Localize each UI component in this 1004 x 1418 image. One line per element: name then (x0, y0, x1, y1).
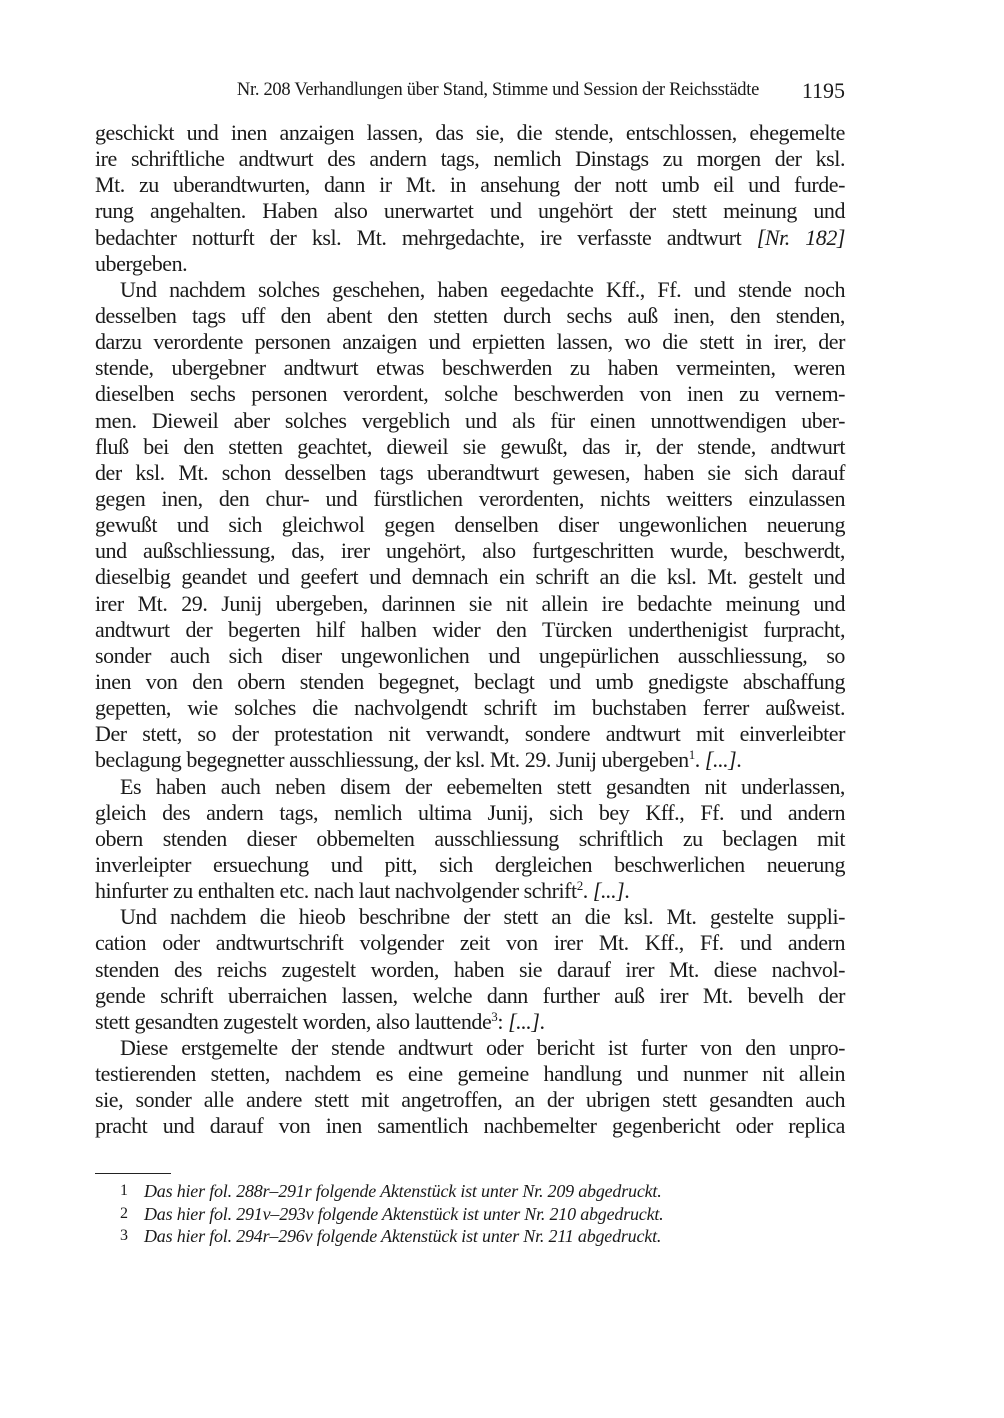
text-line (95, 460, 845, 486)
text-line (95, 198, 845, 224)
footnote-separator (95, 1173, 171, 1174)
text-line (95, 1061, 845, 1087)
line-text: ubergeben. (95, 250, 188, 276)
text-line (95, 930, 845, 956)
text-line (95, 251, 845, 277)
punctuation: . (694, 747, 705, 773)
line-text: andtwurt der begerten hilf halben wider den Türcken underthenigist furpracht, (95, 616, 845, 642)
text-line (95, 381, 845, 407)
line-text: der ksl. Mt. schon desselben tags uberandtwurt gewesen, haben sie sich darauf (95, 459, 845, 485)
line-text: desselben tags uff den abent den stetten durch sechs auß inen, den stenden, (95, 302, 845, 328)
line-text: dieselbig geandet und geefert und demnach ein schrift an die ksl. Mt. gestelt und (95, 564, 845, 590)
line-text: obern stenden dieser obbemelten ausschliessung schriftlich zu beclagen mit (95, 825, 845, 851)
footnote-reference[interactable]: 1 (688, 747, 695, 763)
line-text: sonder auch sich diser ungewonlichen und ungepürlichen ausschliessung, so (95, 642, 845, 668)
line-text: gleich des andern tags, nemlich ultima Junij, sich bey Kff., Ff. und andern (95, 799, 845, 825)
text-line (95, 1113, 845, 1139)
footnote (120, 1203, 820, 1226)
text-line (95, 983, 845, 1009)
text-line (95, 747, 845, 773)
line-text: gegen inen, den chur- und fürstlichen verordenten, nichts weitters einzulassen (95, 485, 845, 511)
text-line (95, 800, 845, 826)
line-text: sie, sonder alle andere stett mit angetroffen, an der ubrigen stett gesandten auch (95, 1087, 845, 1113)
line-text: ire schriftliche andtwurt des andern tags, nemlich Dinstags zu morgen der ksl. (95, 146, 845, 172)
running-title: Nr. 208 Verhandlungen über Stand, Stimme und Session der Reichsstädte (236, 80, 759, 100)
line-text: testierenden stetten, nachdem es eine gemeine handlung und nunmer nit allein (95, 1061, 845, 1087)
line-text: stenden des reichs zugestelt worden, haben sie darauf irer Mt. diese nachvol- (95, 956, 845, 982)
punctuation: . (582, 878, 593, 904)
footnote-text: Das hier fol. 294r–296v folgende Aktenstück ist unter Nr. 211 abgedruckt. (144, 1226, 662, 1246)
line-text: Und nachdem die hieob beschribne der stett an die ksl. Mt. gestelte suppli- (120, 904, 845, 930)
text-line (95, 564, 845, 590)
footnote-reference[interactable]: 2 (576, 878, 583, 894)
text-line (95, 826, 845, 852)
text-line (95, 355, 845, 381)
line-text: geschickt und inen anzaigen lassen, das sie, die stende, entschlossen, ehegemelte (95, 120, 845, 145)
text-line (95, 408, 845, 434)
text-line (95, 120, 845, 146)
text-line (95, 617, 845, 643)
line-text: hinfurter zu enthalten etc. nach laut nachvolgender schrift (95, 878, 577, 904)
text-line (95, 1035, 845, 1061)
footnote-text: Das hier fol. 288r–291r folgende Aktenstück ist unter Nr. 209 abgedruckt. (144, 1181, 662, 1201)
line-text: und außschliessung, das, irer ungehört, also furtgeschritten wurde, beschwerdt, (95, 538, 845, 564)
line-text: stende, ubergebner andtwurt etwas beschwerden zu haben vermeinten, weren (95, 355, 845, 381)
punctuation: . (736, 747, 742, 773)
line-text: Mt. zu uberandtwurten, dann ir Mt. in ansehung der nott umb eil und furde- (95, 172, 845, 198)
text-line (95, 904, 845, 930)
text-line (95, 1009, 845, 1035)
line-text: darzu verordente personen anzaigen und erpietten lassen, wo die stett in irer, der (95, 329, 845, 355)
text-line (95, 225, 845, 251)
footnote-number: 2 (120, 1204, 128, 1222)
line-text: cation oder andtwurtschrift volgender zeit von irer Mt. Kff., Ff. und andern (95, 930, 845, 956)
line-text: inen von den obern stenden begegnet, beclagt und umb gnedigste abschaffung (95, 668, 845, 694)
text-line (95, 303, 845, 329)
line-text: pracht und darauf von inen samentlich nachbemelter gegenbericht oder replica (95, 1113, 845, 1139)
main-text (95, 120, 845, 1139)
text-line (95, 591, 845, 617)
line-text: Der stett, so der protestation nit verwandt, sondere andtwurt mit einverleibter (95, 721, 845, 747)
text-line (95, 957, 845, 983)
line-text: stett gesandten zugestelt worden, also lauttende (95, 1008, 492, 1034)
punctuation: . (624, 878, 630, 904)
line-text: irer Mt. 29. Junij ubergeben, darinnen sie nit allein ire bedachte meinung und (95, 590, 845, 616)
line-text: dieselben sechs personen verordent, solche beschwerden von inen zu vernem- (95, 381, 845, 407)
text-line (95, 146, 845, 172)
line-text: gende schrift uberraichen lassen, welche dann further auß irer Mt. bevelh der (95, 982, 845, 1008)
text-line (95, 538, 845, 564)
page-number: 1195 (801, 78, 845, 103)
line-text: beclagung begegnetter ausschliessung, der ksl. Mt. 29. Junij ubergeben (95, 747, 689, 773)
line-text: rung angehalten. Haben also unerwartet und ungehört der stett meinung und (95, 198, 845, 224)
text-line (95, 695, 845, 721)
line-text: inverleipter ersuechung und pitt, sich dergleichen beschwerlichen neuerung (95, 851, 845, 877)
line-text: fluß bei den stetten geachtet, dieweil sie gewußt, das ir, der stende, andtwurt (95, 433, 845, 459)
footnote-text: Das hier fol. 291v–293v folgende Aktenstück ist unter Nr. 210 abgedruckt. (144, 1203, 664, 1224)
footnote (120, 1180, 820, 1203)
text-line (95, 277, 845, 303)
punctuation: . (539, 1008, 545, 1034)
line-text: Diese erstgemelte der stende andtwurt oder bericht ist furter von den unpro- (120, 1034, 845, 1060)
footnote-reference[interactable]: 3 (491, 1008, 498, 1024)
text-line (95, 434, 845, 460)
footnote-number: 1 (120, 1182, 128, 1199)
text-line (95, 643, 845, 669)
text-line (95, 669, 845, 695)
footnote-number: 3 (120, 1227, 128, 1244)
editorial-note: [...] (592, 878, 625, 904)
footnotes (120, 1180, 820, 1248)
text-line (95, 512, 845, 538)
line-text: bedachter notturft der ksl. Mt. mehrgedachte, ire verfasste andtwurt (95, 224, 757, 250)
text-line (95, 878, 845, 904)
running-header (95, 80, 845, 106)
editorial-note: [...] (508, 1008, 540, 1034)
line-text: gewußt und sich gleichwol gegen denselben diser ungewonlichen neuerung (95, 512, 845, 538)
line-text: gepetten, wie solches die nachvolgendt schrift im buchstaben ferrer außweist. (95, 695, 845, 721)
editorial-note: [...] (704, 747, 737, 773)
line-text: men. Dieweil aber solches vergeblich und als für einen unnottwendigen uber- (95, 407, 845, 433)
text-line (95, 172, 845, 198)
text-line (95, 486, 845, 512)
text-line (95, 852, 845, 878)
punctuation: : (497, 1008, 509, 1034)
text-line (95, 774, 845, 800)
line-text: Und nachdem solches geschehen, haben eegedachte Kff., Ff. und stende noch (120, 276, 845, 302)
text-line (95, 721, 845, 747)
footnote (120, 1225, 820, 1248)
editorial-note: [Nr. 182] (756, 224, 845, 250)
text-line (95, 329, 845, 355)
text-line (95, 1087, 845, 1113)
line-text: Es haben auch neben disem der eebemelten stett gesandten nit underlassen, (120, 773, 845, 799)
